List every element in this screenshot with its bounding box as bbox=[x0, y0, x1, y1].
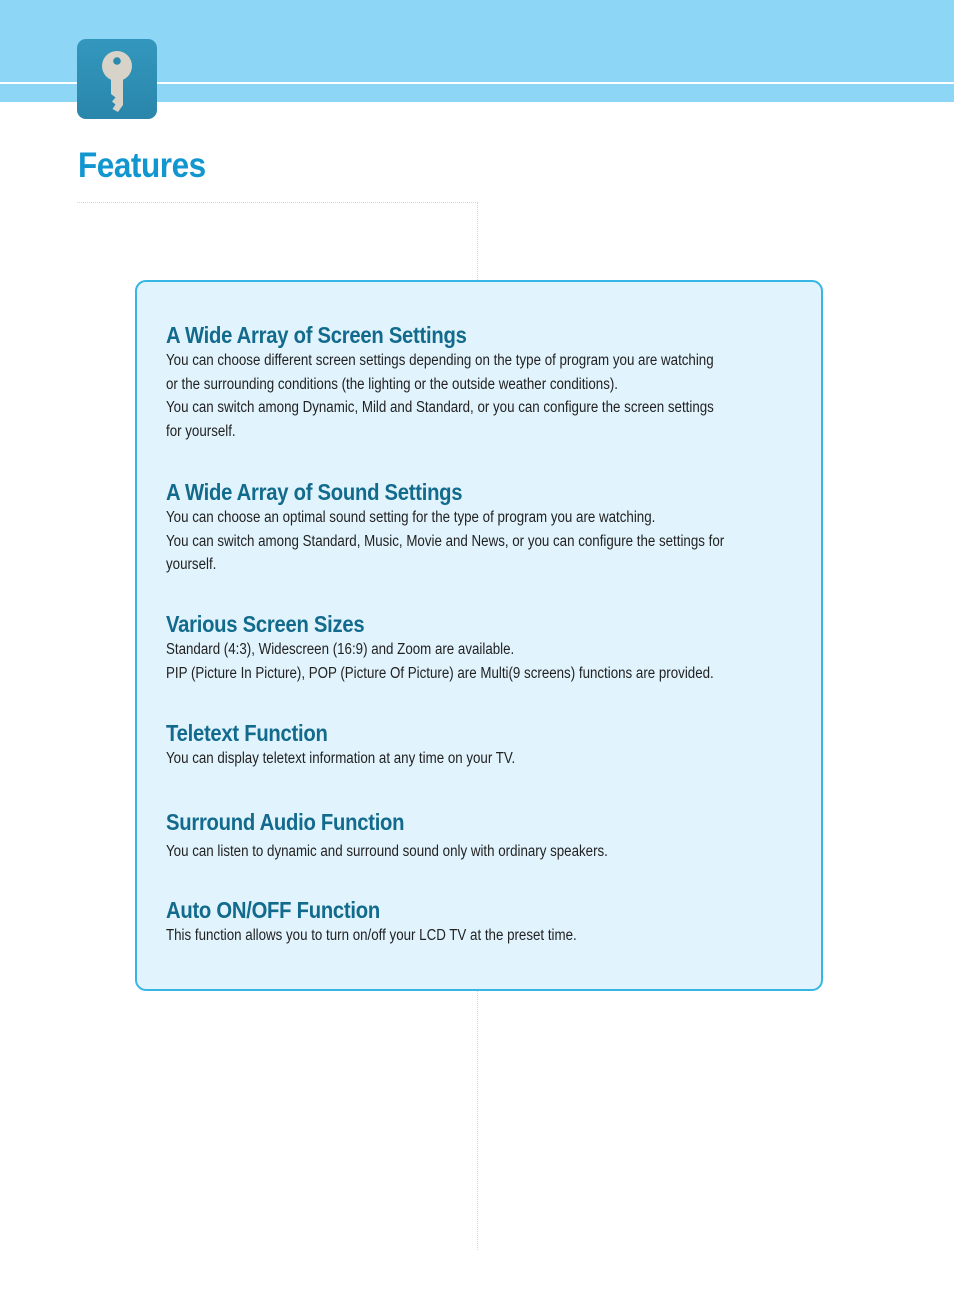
feature-line: You can display teletext information at any time on your TV. bbox=[166, 750, 516, 767]
features-panel bbox=[135, 280, 823, 991]
feature-description bbox=[166, 349, 716, 443]
feature-title: Various Screen Sizes bbox=[166, 611, 365, 637]
feature-description bbox=[166, 924, 716, 948]
feature-line: Standard (4:3), Widescreen (16:9) and Zoom are available. bbox=[166, 641, 515, 658]
feature-line: You can switch among Dynamic, Mild and Standard, or you can configure the screen settings bbox=[166, 399, 714, 417]
feature-line: This function allows you to turn on/off your LCD TV at the preset time. bbox=[166, 927, 577, 944]
feature-description bbox=[166, 747, 716, 771]
feature-description bbox=[166, 638, 716, 685]
feature-description bbox=[166, 840, 716, 864]
feature-teletext bbox=[166, 719, 806, 771]
feature-title: Teletext Function bbox=[166, 720, 328, 746]
feature-description bbox=[166, 506, 725, 577]
feature-line: or the surrounding conditions (the lighting or the outside weather conditions). bbox=[166, 375, 619, 393]
feature-line: You can listen to dynamic and surround sound only with ordinary speakers. bbox=[166, 843, 608, 860]
feature-line: yourself. bbox=[166, 556, 217, 574]
feature-line: You can choose different screen settings depending on the type of program you are watching bbox=[166, 352, 714, 369]
feature-title: Surround Audio Function bbox=[166, 809, 405, 835]
feature-line: You can choose an optimal sound setting for the type of program you are watching. bbox=[166, 509, 656, 526]
feature-line: for yourself. bbox=[166, 422, 236, 440]
feature-title: Auto ON/OFF Function bbox=[166, 897, 380, 923]
feature-title: A Wide Array of Screen Settings bbox=[166, 322, 467, 348]
feature-screen-sizes bbox=[166, 610, 806, 685]
feature-title: A Wide Array of Sound Settings bbox=[166, 479, 463, 505]
feature-auto-on-off bbox=[166, 896, 806, 948]
feature-surround-audio bbox=[166, 808, 806, 864]
dotted-divider-horizontal bbox=[77, 202, 478, 203]
feature-screen-settings bbox=[166, 321, 806, 443]
feature-sound-settings bbox=[166, 478, 806, 577]
page-title: Features bbox=[78, 146, 206, 185]
key-icon bbox=[77, 39, 157, 119]
feature-line: PIP (Picture In Picture), POP (Picture Of Picture) are Multi(9 screens) functions are provided. bbox=[166, 664, 714, 682]
feature-line: You can switch among Standard, Music, Movie and News, or you can configure the settings for bbox=[166, 532, 725, 550]
